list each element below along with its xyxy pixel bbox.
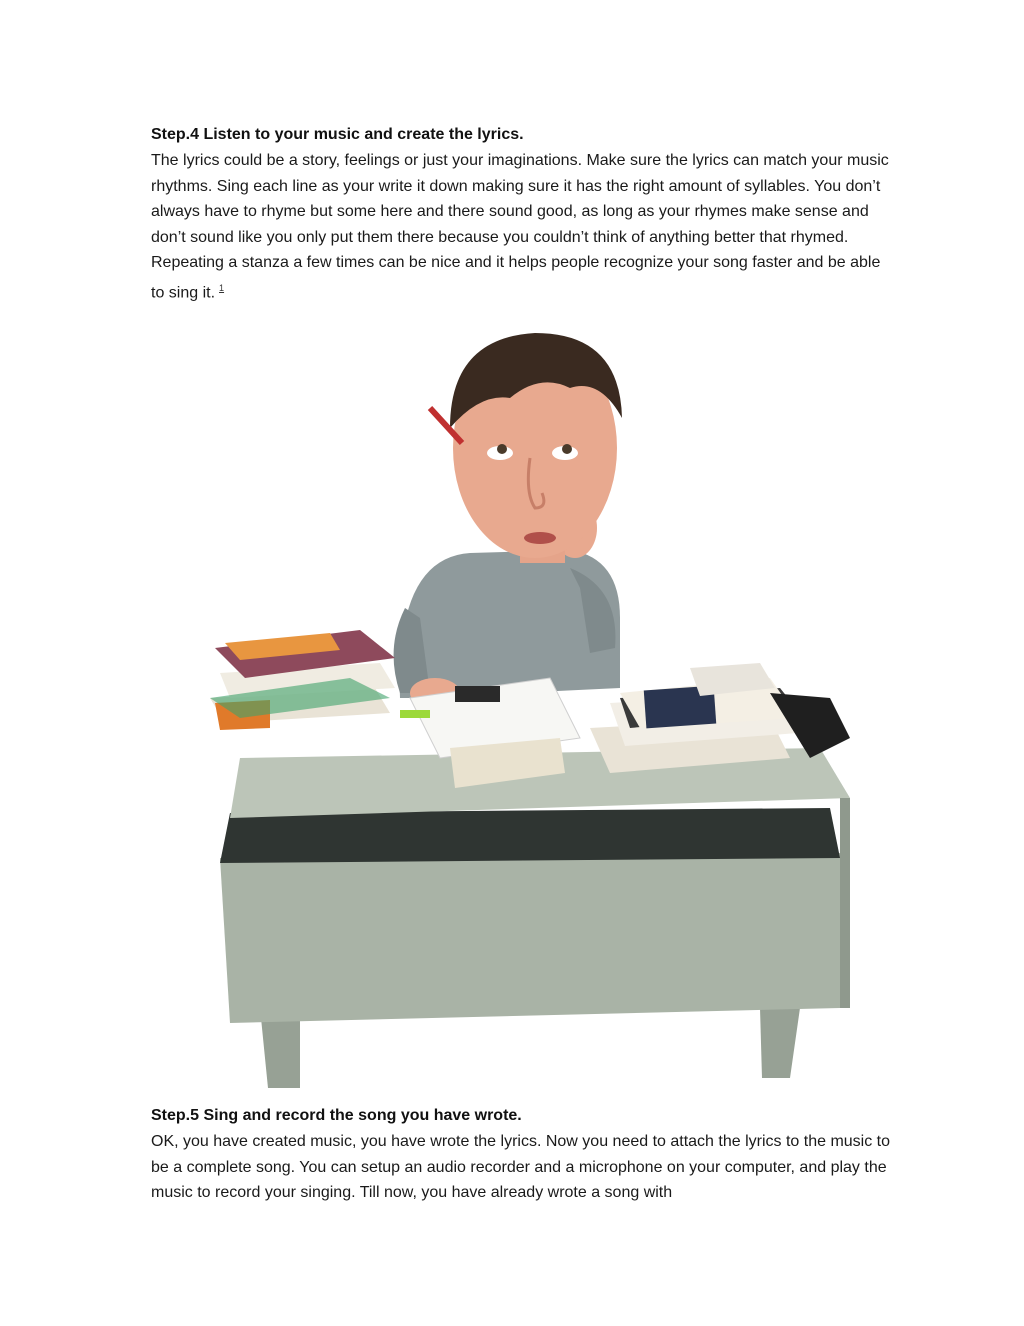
desk-side: [840, 798, 850, 1008]
pupil-left: [497, 444, 507, 454]
step4-section: [151, 122, 891, 305]
desk-opening: [220, 808, 840, 863]
pupil-right: [562, 444, 572, 454]
highlighter: [400, 710, 430, 718]
desk-leg-right: [760, 1008, 800, 1078]
step4-heading: Step.4 Listen to your music and create the lyrics.: [151, 126, 524, 143]
illustration-man-at-desk: [150, 318, 890, 1098]
step5-heading: Step.5 Sing and record the song you have wrote.: [151, 1107, 522, 1124]
step4-body: [151, 148, 891, 305]
step5-body: OK, you have created music, you have wrote the lyrics. Now you need to attach the lyrics to the music to be a complete song. You can setup an audio recorder and a microphone on your computer, and play the music to record your singing. Till now, you have already wrote a song with: [151, 1133, 891, 1201]
step5-section: [151, 1103, 891, 1206]
desk-front-panel: [220, 853, 840, 1023]
calculator: [455, 686, 500, 702]
footnote-link[interactable]: 1: [219, 282, 225, 293]
step4-body-text: The lyrics could be a story, feelings or just your imaginations. Make sure the lyrics can match your music rhythms. Sing each line as your write it down making sure it has the right amount of syllables. You don’t always have to rhyme but some here and there sound good, as long as your rhymes make sense and don’t sound like you only put them there because you couldn’t think of anything better that rhymed. Repeating a stanza a few times can be nice and it helps people recognize your song faster and be able to sing it.: [151, 152, 889, 301]
mouth: [524, 532, 556, 544]
